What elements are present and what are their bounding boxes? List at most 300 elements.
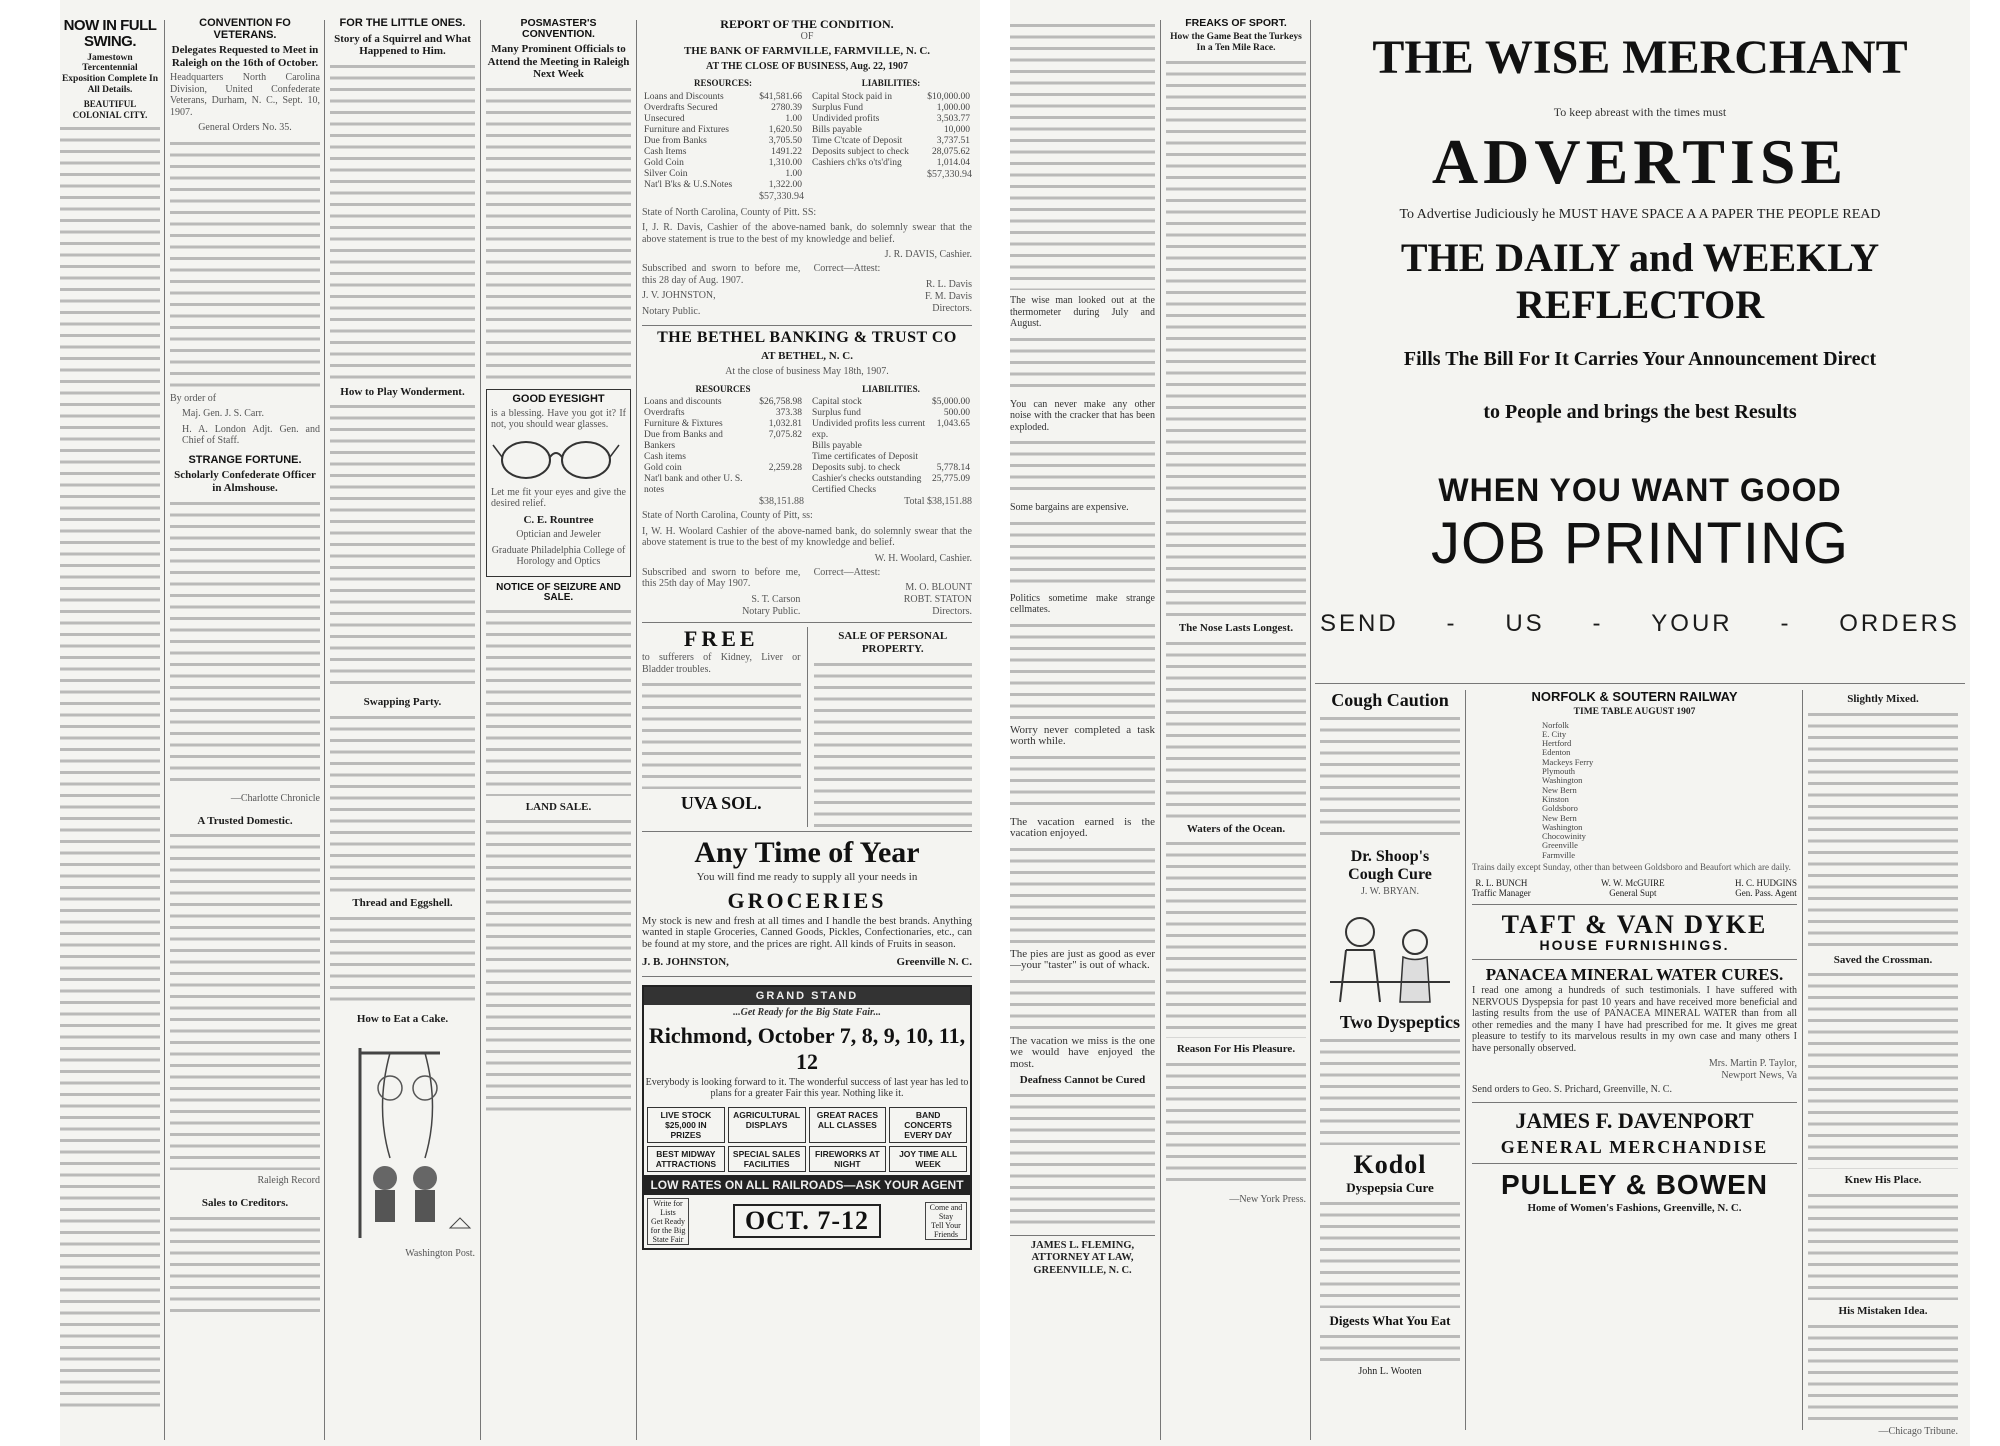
subhead-veterans: Delegates Requested to Meet in Raleigh on the 16th of October. xyxy=(171,44,319,69)
station-name: Greenville xyxy=(1542,840,1578,851)
bank2-dir2: ROBT. STATON xyxy=(903,594,972,606)
bank1-total-lia: $57,330.94 xyxy=(927,168,972,180)
bank1-attest xyxy=(642,261,972,321)
timetable-row xyxy=(1472,795,1797,804)
veterans-sig1: Maj. Gen. J. S. Carr. xyxy=(182,408,264,420)
reflector-name: THE DAILY and WEEKLY REFLECTOR xyxy=(1400,235,1880,327)
bank1-resources-table xyxy=(642,92,804,191)
personal-sale-title: SALE OF PERSONAL PROPERTY. xyxy=(838,630,948,655)
statement-label: Surplus fund xyxy=(812,408,861,419)
article-body xyxy=(1010,437,1155,497)
column-rule xyxy=(1465,690,1466,1430)
statement-label: Surplus Fund xyxy=(812,102,863,113)
column-railway-ads xyxy=(1472,690,1797,1218)
bank2-state: State of North Carolina, County of Pitt, ss: xyxy=(642,510,813,522)
cough-name: Dr. Shoop's xyxy=(1350,848,1430,865)
divider xyxy=(642,831,972,832)
article-body xyxy=(1010,518,1155,588)
optician-tail: Let me fit your eyes and give the desired relief. xyxy=(491,486,626,509)
bank2-oath-sig: W. H. Woolard, Cashier. xyxy=(874,552,972,564)
fair-tagline: ...Get Ready for the Big State Fair... xyxy=(733,1007,881,1019)
statement-label: Cash items xyxy=(644,452,686,463)
optician-grad: Graduate Philadelphia College of Horology and Optics xyxy=(491,544,626,568)
bank1-attest-label: Correct—Attest: xyxy=(813,263,881,275)
note-pies: The pies are just as good as ever—your "taster" is out of whack. xyxy=(1010,947,1155,971)
article-body xyxy=(1010,334,1155,394)
statement-label: Time certificates of Deposit xyxy=(812,452,918,463)
statement-label: Capital stock xyxy=(812,397,862,408)
statement-value: 1,322.00 xyxy=(768,179,802,190)
page-gutter xyxy=(980,0,1010,1446)
attorney-name: JAMES L. FLEMING, xyxy=(1030,1239,1135,1251)
statement-row xyxy=(810,452,972,463)
railway-footer: Trains daily except Sunday, other than between Goldsboro and Beaufort which are daily. xyxy=(1472,862,1791,873)
railway-officials xyxy=(1472,878,1797,898)
statement-value: 1.00 xyxy=(785,168,802,179)
bank1-total-res: $57,330.94 xyxy=(759,190,804,202)
send-word: YOUR xyxy=(1651,610,1733,638)
headline-crossman: Saved the Crossman. xyxy=(1833,953,1933,966)
send-word: SEND xyxy=(1320,610,1399,638)
headline-freaks: FREAKS OF SPORT. xyxy=(1185,18,1287,29)
statement-row xyxy=(810,158,972,169)
statement-label: Due from Banks and Bankers xyxy=(644,430,723,452)
station-name: Edenton xyxy=(1542,747,1571,758)
bank1-resources-label: RESOURCES: xyxy=(693,78,752,89)
note-wise-man: The wise man looked out at the thermometer during July and August. xyxy=(1010,295,1155,329)
station-name: New Bern xyxy=(1542,784,1577,795)
divider xyxy=(1315,683,1965,684)
panacea-sig-place: Newport News, Va xyxy=(1721,1070,1797,1082)
railway-official-2 xyxy=(1601,878,1665,898)
statement-row xyxy=(810,463,972,474)
statement-row xyxy=(642,92,804,103)
statement-row xyxy=(810,441,972,452)
groceries-lead: You will find me ready to supply all your needs in xyxy=(696,871,918,884)
subhead-squirrel: Story of a Squirrel and What Happened to Him. xyxy=(334,32,471,58)
state-fair-ad xyxy=(642,985,972,1250)
statement-row xyxy=(810,125,972,136)
article-body xyxy=(330,913,475,1008)
bank2-attest xyxy=(642,565,972,619)
kicker-colonial: BEAUTIFUL COLONIAL CITY. xyxy=(72,99,148,120)
article-body xyxy=(1166,57,1306,617)
bank2-oath: I, W. H. Woolard Cashier of the above-named bank, do solemnly swear that the above statement is true to the best of my knowledge and belief. xyxy=(642,525,972,549)
bank1-state-text: State of North Carolina, County of Pitt. xyxy=(642,206,800,218)
bank1-director1: R. L. Davis xyxy=(925,278,972,290)
headline-eggshell: Thread and Eggshell. xyxy=(352,897,453,910)
cough-name-2: Cough Cure xyxy=(1348,866,1432,883)
credit-chicago: —Chicago Tribune. xyxy=(1878,1425,1958,1437)
railway-timetable xyxy=(1472,721,1797,860)
kodol-brand: Kodol xyxy=(1353,1149,1427,1179)
timetable-row xyxy=(1472,721,1797,730)
bank1-date: AT THE CLOSE OF BUSINESS, Aug. 22, 1907 xyxy=(706,60,908,72)
headline-nose: The Nose Lasts Longest. xyxy=(1178,621,1294,634)
article-body xyxy=(1010,976,1155,1031)
optician-title: GOOD EYESIGHT xyxy=(512,392,605,405)
statement-row xyxy=(642,419,804,430)
note-vacation-missed: The vacation we miss is the one we would have enjoyed the most. xyxy=(1010,1034,1155,1070)
bank2-total-value: $38,151.88 xyxy=(927,496,972,508)
statement-row xyxy=(810,114,972,125)
bank2-correct: Correct—Attest: xyxy=(813,566,881,578)
groceries-footer xyxy=(642,956,972,968)
taft-name: TAFT & VAN DYKE xyxy=(1501,909,1768,939)
credit-record: Raleigh Record xyxy=(257,1175,320,1187)
fair-feature-cell: SPECIAL SALES FACILITIES xyxy=(728,1146,806,1172)
statement-value: 1491.22 xyxy=(771,146,802,157)
fair-left-tag-2: Get Ready for the Big State Fair xyxy=(650,1216,686,1244)
note-bargains: Some bargains are expensive. xyxy=(1010,502,1129,513)
bank2-total-lia xyxy=(810,496,972,508)
bank1-ss: SS: xyxy=(802,206,817,218)
article-body xyxy=(1166,638,1306,818)
timetable-row xyxy=(1472,786,1797,795)
article-body xyxy=(330,61,475,381)
taft-sub: HOUSE FURNISHINGS. xyxy=(1539,936,1730,953)
kodol-seller: John L. Wooten xyxy=(1358,1365,1422,1377)
statement-value xyxy=(930,485,972,496)
headline-mistaken-idea: His Mistaken Idea. xyxy=(1838,1304,1928,1317)
column-freaks xyxy=(1166,18,1306,1206)
statement-label: Gold coin xyxy=(644,463,682,474)
statement-row xyxy=(810,397,972,408)
davenport-name: JAMES F. DAVENPORT xyxy=(1515,1107,1754,1133)
bank2-subscribed: Subscribed and sworn to before me, this 25th day of May 1907. xyxy=(642,566,801,590)
statement-row xyxy=(642,397,804,408)
wise-merchant-title: THE WISE MERCHANT xyxy=(1372,31,1908,84)
article-body xyxy=(330,712,475,892)
subhead-jamestown: Jamestown Tercentennial Exposition Complete In All Details. xyxy=(61,52,159,96)
article-body xyxy=(170,830,320,1170)
article-body xyxy=(170,498,320,788)
fair-feature-cell: GREAT RACES ALL CLASSES xyxy=(809,1107,887,1143)
railway-official-3 xyxy=(1735,878,1797,898)
fair-feature-grid xyxy=(644,1104,970,1175)
send-word: - xyxy=(1780,610,1792,638)
column-postmasters xyxy=(486,18,631,1121)
bank2-notary: S. T. Carson xyxy=(751,593,801,605)
divider xyxy=(642,325,972,326)
timetable-row xyxy=(1472,804,1797,813)
divider xyxy=(1010,1235,1155,1236)
headline-wonderment: How to Play Wonderment. xyxy=(340,385,465,398)
fair-dates: Richmond, October 7, 8, 9, 10, 11, 12 xyxy=(648,1022,966,1074)
bank1-liabilities-label: LIABILITIES: xyxy=(861,78,921,89)
statement-value xyxy=(757,474,804,496)
groceries-ad xyxy=(642,836,972,968)
railway-official-1-name: R. L. BUNCH xyxy=(1475,877,1528,888)
statement-row xyxy=(642,180,804,191)
statement-row xyxy=(642,430,804,452)
fair-feature-cell: BEST MIDWAY ATTRACTIONS xyxy=(647,1146,725,1172)
headline-little-ones: FOR THE LITTLE ONES. xyxy=(339,18,466,29)
timetable-row xyxy=(1472,767,1797,776)
article-body xyxy=(1808,1321,1958,1421)
statement-row xyxy=(642,463,804,474)
fair-banner: GRAND STAND xyxy=(644,987,970,1005)
column-rule xyxy=(1310,20,1311,1440)
railway-official-2-name: W. W. McGUIRE xyxy=(1601,877,1665,888)
statement-label: Furniture & Fixtures xyxy=(644,419,723,430)
article-body xyxy=(1808,969,1958,1169)
note-politics: Politics sometime make strange cellmates. xyxy=(1010,592,1155,615)
station-name: Hertford xyxy=(1542,738,1572,749)
statement-row xyxy=(642,136,804,147)
bank2-place: AT BETHEL, N. C. xyxy=(761,349,853,362)
statement-row xyxy=(810,147,972,158)
divider xyxy=(1472,904,1797,905)
groceries-body: My stock is new and fresh at all times and I handle the best brands. Anything wanted in staple Groceries, Canned Goods, Pickles, Confectionaries, etc., can be found at my store, and the prices are right. All kinds of Fruits in season. xyxy=(642,915,972,950)
credit-washington-post: Washington Post. xyxy=(405,1248,475,1260)
veterans-orders: General Orders No. 35. xyxy=(198,122,292,134)
station-name: Washington xyxy=(1542,775,1583,786)
personal-sale xyxy=(814,627,973,827)
article-body xyxy=(814,659,973,828)
statement-label: Loans and Discounts xyxy=(644,91,724,102)
headline-sales-creditors: Sales to Creditors. xyxy=(201,1197,289,1210)
headline-postmasters: POSMASTER'S CONVENTION. xyxy=(520,18,597,41)
bank1-state xyxy=(642,207,972,219)
headline-knew-place: Knew His Place. xyxy=(1844,1174,1922,1187)
bank2-date: At the close of business May 18th, 1907. xyxy=(725,365,889,377)
groceries-word: GROCERIES xyxy=(727,887,887,913)
note-vacation: The vacation earned is the vacation enjoyed. xyxy=(1010,815,1155,839)
article-body xyxy=(1010,620,1155,720)
statement-label: Cash Items xyxy=(644,146,687,157)
send-word: ORDERS xyxy=(1839,610,1960,638)
newspaper-page-left xyxy=(60,0,980,1446)
bank1-name: THE BANK OF FARMVILLE, FARMVILLE, N. C. xyxy=(683,45,931,58)
dyspeptics-illustration xyxy=(1320,902,1460,1012)
article-body xyxy=(1010,20,1155,290)
timetable-row xyxy=(1472,748,1797,757)
column-veterans xyxy=(170,18,320,1318)
statement-row xyxy=(642,103,804,114)
statement-row xyxy=(642,125,804,136)
divider xyxy=(642,622,972,623)
uvasol-free: FREE xyxy=(683,627,759,652)
fair-feature-cell: BAND CONCERTS EVERY DAY xyxy=(889,1107,967,1143)
people-results: to People and brings the best Results xyxy=(1483,401,1797,423)
station-name: Goldsboro xyxy=(1542,803,1578,814)
railway-sub: TIME TABLE AUGUST 1907 xyxy=(1573,706,1696,717)
statement-row xyxy=(810,485,972,496)
statement-label: Cashiers ch'ks o'ts'd'ing xyxy=(812,157,902,168)
statement-row xyxy=(810,474,972,485)
send-word: - xyxy=(1592,610,1604,638)
station-name: Plymouth xyxy=(1542,766,1576,777)
statement-label: Deposits subject to check xyxy=(812,146,909,157)
send-word: US xyxy=(1505,610,1545,638)
cough-caution-title: Cough Caution xyxy=(1331,690,1449,710)
two-dyspeptics: Two Dyspeptics xyxy=(1339,1011,1460,1032)
headline-full-swing: NOW IN FULL SWING. xyxy=(63,18,157,50)
statement-value: 10,000 xyxy=(943,124,970,135)
statement-value: 3,503.77 xyxy=(936,113,970,124)
note-worry: Worry never completed a task worth while. xyxy=(1010,723,1155,747)
statement-row xyxy=(642,114,804,125)
statement-row xyxy=(810,136,972,147)
column-rule xyxy=(164,20,165,1440)
credit-chronicle: —Charlotte Chronicle xyxy=(230,792,320,804)
article-body xyxy=(486,606,631,796)
statement-value: 2780.39 xyxy=(771,102,802,113)
column-right-last xyxy=(1808,690,1958,1438)
statement-label: Furniture and Fixtures xyxy=(644,124,729,135)
headline-ocean: Waters of the Ocean. xyxy=(1186,822,1286,835)
groceries-name: J. B. JOHNSTON, xyxy=(642,956,729,969)
statement-value: 5,778.14 xyxy=(936,463,970,474)
fair-left-tag xyxy=(647,1198,689,1245)
divider xyxy=(1472,1102,1797,1103)
timetable-row xyxy=(1472,841,1797,850)
statement-label: Bills payable xyxy=(812,441,862,452)
fills-bill: Fills The Bill For It Carries Your Announcement Direct xyxy=(1403,348,1877,370)
station-name: New Bern xyxy=(1542,812,1577,823)
bank2-liabilities-label: LIABILITIES. xyxy=(862,384,920,395)
statement-label: Unsecured xyxy=(644,113,685,124)
article-body xyxy=(486,84,631,384)
station-name: Washington xyxy=(1542,821,1583,832)
statement-value: 25,775.09 xyxy=(932,474,970,485)
uvasol-ad xyxy=(642,627,801,827)
station-name: Farmville xyxy=(1542,849,1576,860)
statement-label: Undivided profits less current exp. xyxy=(812,419,926,441)
statement-value: 1,620.50 xyxy=(768,124,802,135)
statement-label: Overdrafts xyxy=(644,408,685,419)
attorney-place: GREENVILLE, N. C. xyxy=(1033,1264,1132,1276)
statement-row xyxy=(810,103,972,114)
reflector-ad xyxy=(1320,30,1960,670)
groceries-headline: Any Time of Year xyxy=(694,836,920,870)
station-name: Chocowinity xyxy=(1542,831,1586,842)
kodol-sub: Dyspepsia Cure xyxy=(1346,1179,1434,1195)
headline-land-sale: LAND SALE. xyxy=(525,800,592,813)
headline-seizure-sale: NOTICE OF SEIZURE AND SALE. xyxy=(496,581,621,604)
station-name: Mackeys Ferry xyxy=(1542,756,1594,767)
headline-strange-fortune: STRANGE FORTUNE. xyxy=(188,453,302,466)
bank1-title: REPORT OF THE CONDITION. xyxy=(720,18,894,31)
fair-body: Everybody is looking forward to it. The wonderful success of last year has led to plans for a greater Fair this year. Nothing like it. xyxy=(645,1076,969,1100)
statement-value: 7,075.82 xyxy=(768,430,802,441)
statement-label: Deposits subj. to check xyxy=(812,463,901,474)
optician-name: C. E. Rountree xyxy=(523,513,594,526)
pulley-sub: Home of Women's Fashions, Greenville, N. C. xyxy=(1527,1202,1742,1215)
article-body xyxy=(1808,1190,1958,1300)
bank2-resources-label: RESOURCES xyxy=(695,384,751,395)
timetable-row xyxy=(1472,739,1797,748)
bank2-total-label: Total xyxy=(904,496,925,508)
statement-value: 3,737.51 xyxy=(936,135,970,146)
fair-footer xyxy=(644,1195,970,1248)
groceries-place: Greenville N. C. xyxy=(896,956,972,969)
statement-value xyxy=(930,452,972,463)
statement-value: 1,000.00 xyxy=(936,102,970,113)
statement-row xyxy=(810,408,972,419)
column-rule xyxy=(1160,20,1161,1440)
uvasol-lead: to sufferers of Kidney, Liver or Bladder troubles. xyxy=(642,652,801,675)
timetable-row xyxy=(1472,758,1797,767)
station-name: E. City xyxy=(1542,728,1567,739)
railway-official-2-title: General Supt xyxy=(1609,887,1657,898)
panacea-body: I read one among a hundreds of such testimonials. I have suffered with NERVOUS Dyspepsia for past 10 years and have received more beneficial and lasting results from the use of PANACEA MINERAL WATER than from all other remedies and the many I have had prescribed for me. It gives me great pleasure to testify to its marvelous results in my own case and many others I have personally observed. xyxy=(1472,985,1797,1054)
statement-label: Nat'l B'ks & U.S.Notes xyxy=(644,179,733,190)
bank2-total-res: $38,151.88 xyxy=(759,496,804,508)
veterans-signoff: By order of xyxy=(170,392,217,404)
statement-value: 1,014.04 xyxy=(936,157,970,168)
column-rule xyxy=(324,20,325,1440)
timetable-row xyxy=(1472,776,1797,785)
station-name: Kinston xyxy=(1542,793,1569,804)
uvasol-and-sale xyxy=(642,627,972,827)
uvasol-brand: UVA SOL. xyxy=(680,793,762,814)
statement-label: Cashier's checks outstanding xyxy=(812,474,922,485)
when-you-want: WHEN YOU WANT GOOD xyxy=(1438,472,1842,508)
panacea-title: PANACEA MINERAL WATER CURES. xyxy=(1485,964,1784,984)
column-medicine-ads xyxy=(1320,690,1460,1381)
bank2-dir1: M. O. BLOUNT xyxy=(905,582,972,594)
send-word: - xyxy=(1446,610,1458,638)
ad-body xyxy=(1320,1035,1460,1145)
article-body xyxy=(170,138,320,388)
timetable-row xyxy=(1472,851,1797,860)
statement-label: Certified Checks xyxy=(812,485,877,496)
kodol-tag: Digests What You Eat xyxy=(1329,1312,1451,1328)
statement-value xyxy=(757,452,804,463)
bank2-notary-title: Notary Public. xyxy=(742,605,801,617)
fair-right-tag xyxy=(925,1202,967,1240)
veterans-sig2: H. A. London Adjt. Gen. and Chief of Staff. xyxy=(182,423,320,447)
job-printing: JOB PRINTING xyxy=(1430,510,1850,576)
bank1-oath: I, J. R. Davis, Cashier of the above-named bank, do solemnly swear that the above statement is true to the best of my knowledge and belief. xyxy=(642,222,972,245)
column-rule xyxy=(1802,690,1803,1430)
davenport-sub: GENERAL MERCHANDISE xyxy=(1500,1136,1769,1157)
railway-official-3-title: Gen. Pass. Agent xyxy=(1735,887,1797,898)
statement-value: 1,032.81 xyxy=(768,419,802,430)
fair-feature-cell: JOY TIME ALL WEEK xyxy=(889,1146,967,1172)
article-body xyxy=(1010,1090,1155,1230)
bank1-oath-sig: J. R. DAVIS, Cashier. xyxy=(884,249,972,261)
article-body xyxy=(1010,752,1155,812)
headline-trusted-domestic: A Trusted Domestic. xyxy=(197,814,293,827)
statement-label: Nat'l bank and other U. S. notes xyxy=(644,474,743,496)
bank1-subscribed: Subscribed and sworn to before me, this 28 day of Aug. 1907. xyxy=(642,263,801,286)
optician-ad xyxy=(486,389,631,577)
statement-value xyxy=(930,441,972,452)
statement-value: 3,705.50 xyxy=(768,135,802,146)
station-name: Norfolk xyxy=(1542,719,1569,730)
statement-value: $5,000.00 xyxy=(932,397,970,408)
ad-body xyxy=(1320,1331,1460,1361)
statement-value: 1.00 xyxy=(785,113,802,124)
subhead-turkeys: How the Game Beat the Turkeys In a Ten Mile Race. xyxy=(1170,32,1302,53)
railway-official-1-title: Traffic Manager xyxy=(1472,887,1531,898)
subhead-postmasters: Many Prominent Officials to Attend the Meeting in Raleigh Next Week xyxy=(487,43,630,81)
optician-lead: is a blessing. Have you got it? If not, you should wear glasses. xyxy=(491,407,626,430)
bank1-directors-label: Directors. xyxy=(932,302,972,314)
statement-label: Capital Stock paid in xyxy=(812,91,892,102)
headline-eat-cake: How to Eat a Cake. xyxy=(356,1012,449,1025)
statement-row xyxy=(642,169,804,180)
headline-deafness: Deafness Cannot be Cured xyxy=(1019,1074,1146,1086)
statement-value: 2,259.28 xyxy=(768,463,802,474)
statement-label: Time C'tcate of Deposit xyxy=(812,135,903,146)
railway-official-1 xyxy=(1472,878,1531,898)
statement-label: Overdrafts Secured xyxy=(644,102,718,113)
bank1-liabilities-table xyxy=(810,92,972,169)
